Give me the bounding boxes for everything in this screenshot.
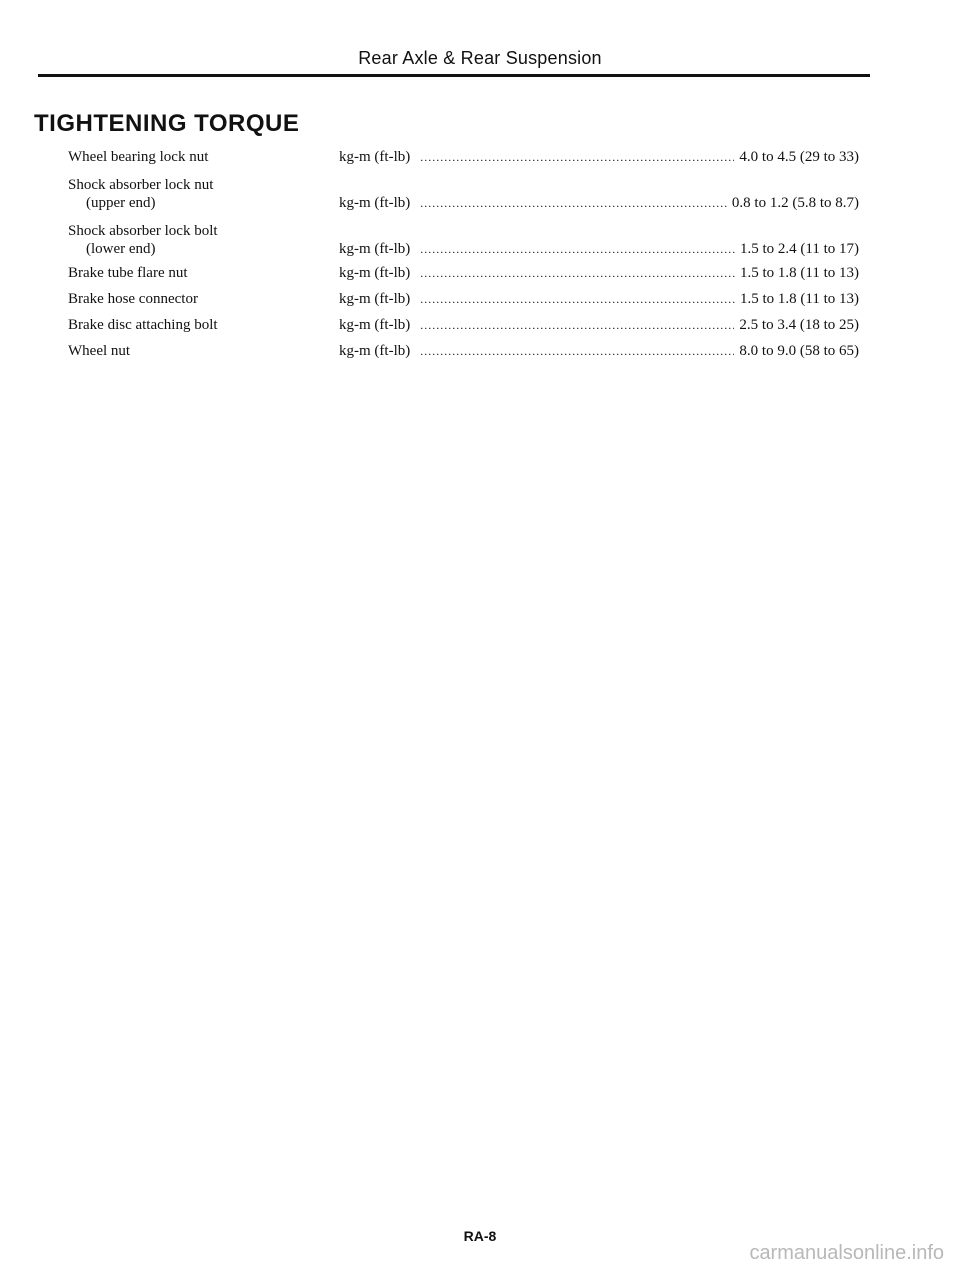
leader-dots: [420, 342, 734, 360]
torque-item: [68, 176, 318, 212]
torque-item-label: Shock absorber lock nut: [68, 177, 214, 193]
torque-spec: [339, 342, 859, 360]
section-title: TIGHTENING TORQUE: [34, 110, 300, 137]
torque-unit: kg-m (ft-lb): [339, 317, 411, 333]
site-watermark: carmanualsonline.info: [749, 1242, 944, 1264]
torque-item-label: Shock absorber lock bolt: [68, 223, 218, 239]
page-header-title: Rear Axle & Rear Suspension: [358, 48, 602, 68]
leader-dots: [420, 194, 727, 212]
torque-value: 1.5 to 2.4 (11 to 17): [739, 241, 859, 257]
torque-unit: kg-m (ft-lb): [339, 291, 411, 307]
torque-unit: kg-m (ft-lb): [339, 265, 411, 281]
torque-item: [68, 290, 318, 308]
torque-value: 4.0 to 4.5 (29 to 33): [739, 149, 859, 165]
torque-unit: kg-m (ft-lb): [339, 149, 411, 165]
leader-dots: [420, 290, 735, 308]
torque-item: [68, 148, 318, 166]
torque-spec: [339, 194, 859, 212]
leader-dots: [420, 264, 735, 282]
torque-unit: kg-m (ft-lb): [339, 195, 411, 211]
leader-dots: [420, 148, 734, 166]
torque-value: 2.5 to 3.4 (18 to 25): [739, 317, 859, 333]
header-rule: [38, 74, 870, 77]
torque-spec: [339, 316, 859, 334]
torque-item-label: Brake tube flare nut: [68, 265, 188, 281]
torque-spec: [339, 264, 859, 282]
torque-item-sub: (upper end): [86, 195, 156, 211]
torque-value: 1.5 to 1.8 (11 to 13): [739, 265, 859, 281]
torque-spec: [339, 148, 859, 166]
torque-item-sub: (lower end): [86, 241, 156, 257]
torque-spec: [339, 290, 859, 308]
torque-item: [68, 222, 318, 258]
torque-value: 0.8 to 1.2 (5.8 to 8.7): [731, 195, 859, 211]
torque-item-label: Wheel nut: [68, 343, 131, 359]
page-number: RA-8: [463, 1228, 497, 1244]
torque-item-label: Brake disc attaching bolt: [68, 317, 218, 333]
leader-dots: [420, 316, 734, 334]
torque-value: 8.0 to 9.0 (58 to 65): [739, 343, 859, 359]
torque-item: [68, 316, 318, 334]
torque-item: [68, 342, 318, 360]
leader-dots: [420, 240, 735, 258]
torque-unit: kg-m (ft-lb): [339, 241, 411, 257]
torque-unit: kg-m (ft-lb): [339, 343, 411, 359]
torque-item-label: Brake hose connector: [68, 291, 198, 307]
torque-item-label: Wheel bearing lock nut: [68, 149, 209, 165]
torque-value: 1.5 to 1.8 (11 to 13): [739, 291, 859, 307]
torque-spec: [339, 240, 859, 258]
torque-item: [68, 264, 318, 282]
